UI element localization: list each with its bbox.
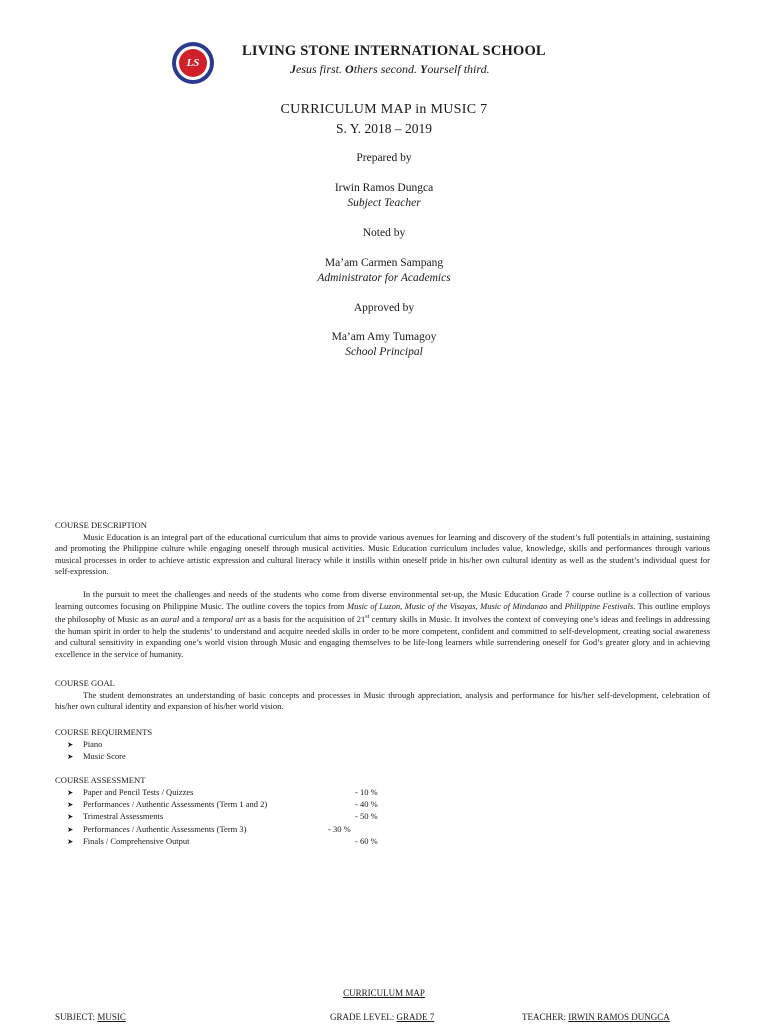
course-description-section <box>55 520 710 660</box>
list-item: ➤ Piano <box>67 738 103 749</box>
assessment-label: Paper and Pencil Tests / Quizzes <box>83 786 194 797</box>
assessment-label: Finals / Comprehensive Output <box>83 836 190 847</box>
course-description-heading: COURSE DESCRIPTION <box>55 520 147 530</box>
assessment-weight: - 10 % <box>355 786 378 797</box>
list-item: ➤ Music Score <box>67 750 126 761</box>
curriculum-map-title: CURRICULUM MAP <box>343 988 425 998</box>
arrowhead-bullet-icon: ➤ <box>67 837 74 847</box>
document-title: CURRICULUM MAP in MUSIC 7 <box>280 102 488 117</box>
assessment-row <box>55 836 710 848</box>
prepared-by-name: Irwin Ramos Dungca <box>334 182 434 194</box>
assessment-weight: - 40 % <box>355 798 378 809</box>
assessment-row <box>55 811 710 823</box>
arrowhead-bullet-icon: ➤ <box>67 739 74 749</box>
course-requirements-heading: COURSE REQUIRMENTS <box>55 727 153 737</box>
approved-by-role: School Principal <box>345 346 423 358</box>
arrowhead-bullet-icon: ➤ <box>67 824 74 834</box>
logo-emblem: LS <box>179 49 207 77</box>
grade-level-field: GRADE LEVEL: GRADE 7 <box>330 1012 435 1022</box>
assessment-weight: - 30 % <box>328 823 351 834</box>
course-assessment-section <box>55 775 710 849</box>
assessment-label: Performances / Authentic Assessments (Term 3) <box>83 823 247 834</box>
assessment-label: Trimestral Assessments <box>83 811 164 822</box>
teacher-field: TEACHER: IRWIN RAMOS DUNGCA <box>522 1012 670 1022</box>
arrowhead-bullet-icon: ➤ <box>67 812 74 822</box>
course-goal-heading: COURSE GOAL <box>55 678 115 688</box>
school-motto: Jesus first. Others second. Yourself third. <box>290 62 490 76</box>
approved-by-name: Ma’am Amy Tumagoy <box>331 331 437 343</box>
assessment-row <box>55 799 710 811</box>
noted-by-name: Ma’am Carmen Sampang <box>324 257 444 269</box>
course-assessment-heading: COURSE ASSESSMENT <box>55 775 146 785</box>
arrowhead-bullet-icon: ➤ <box>67 751 74 761</box>
school-name: LIVING STONE INTERNATIONAL SCHOOL <box>242 43 546 59</box>
course-description-paragraph-1: Music Education is an integral part of the educational curriculum that aims to provide various avenues for learning and discovery of the student’s full potentials in attaining, sustaining and promoting the Philippine culture while engaging oneself through musical activities. Music Education curriculum includes value, knowledge, skills and performances through various musical processes in order to achieve artistic expression and cultural literacy while it instills within oneself pride in his/her own cultural identity as well as the student’s individual quest for self-expression. <box>55 531 710 577</box>
prepared-by-label: Prepared by <box>356 152 412 164</box>
assessment-weight: - 60 % <box>355 836 378 847</box>
assessment-label: Performances / Authentic Assessments (Term 1 and 2) <box>83 798 268 809</box>
logo-ring <box>176 46 210 80</box>
assessment-weight: - 50 % <box>355 811 378 822</box>
approved-by-label: Approved by <box>353 302 415 314</box>
school-logo-icon <box>172 42 214 84</box>
subject-field: SUBJECT: MUSIC <box>55 1012 126 1022</box>
noted-by-role: Administrator for Academics <box>317 272 451 284</box>
prepared-by-role: Subject Teacher <box>347 197 421 209</box>
course-requirements-section <box>55 727 710 763</box>
arrowhead-bullet-icon: ➤ <box>67 787 74 797</box>
course-requirements-list <box>55 739 710 764</box>
school-year: S. Y. 2018 – 2019 <box>335 121 433 136</box>
noted-by-label: Noted by <box>362 227 406 239</box>
course-goal-text: The student demonstrates an understanding of basic concepts and processes in Music through appreciation, analysis and performance for his/her self-development, celebration of his/her own cultural identity and expansion of his/her world vision. <box>55 689 710 712</box>
assessment-row <box>55 787 710 799</box>
assessment-row <box>55 824 710 836</box>
arrowhead-bullet-icon: ➤ <box>67 799 74 809</box>
course-description-paragraph-2: In the pursuit to meet the challenges and needs of the students who come from diverse environmental set-up, the Music Education Grade 7 course outline is a collection of various learning outcomes focusing on Philippine Music. The outline covers the topics from Music of Luzon, Music of the Visayas, Music of Mindanao and Philippine Festivals. This outline employs the philosophy of Music as an aural and a temporal art as a basis for the acquisition of 21st century skills in Music. It involves the context of conveying one’s ideas and feelings in addressing the human spirit in order to help the students’ to understand and acquire needed skills in order to be more competent, confident and committed to self-development, creating social awareness and cultural sensitivity in expanding one’s world vision through Music and engaging themselves to be life-long learners while surrendering oneself for God’s greater glory and in achieving excellence in the service of humanity. <box>55 588 711 659</box>
course-goal-section <box>55 678 710 713</box>
